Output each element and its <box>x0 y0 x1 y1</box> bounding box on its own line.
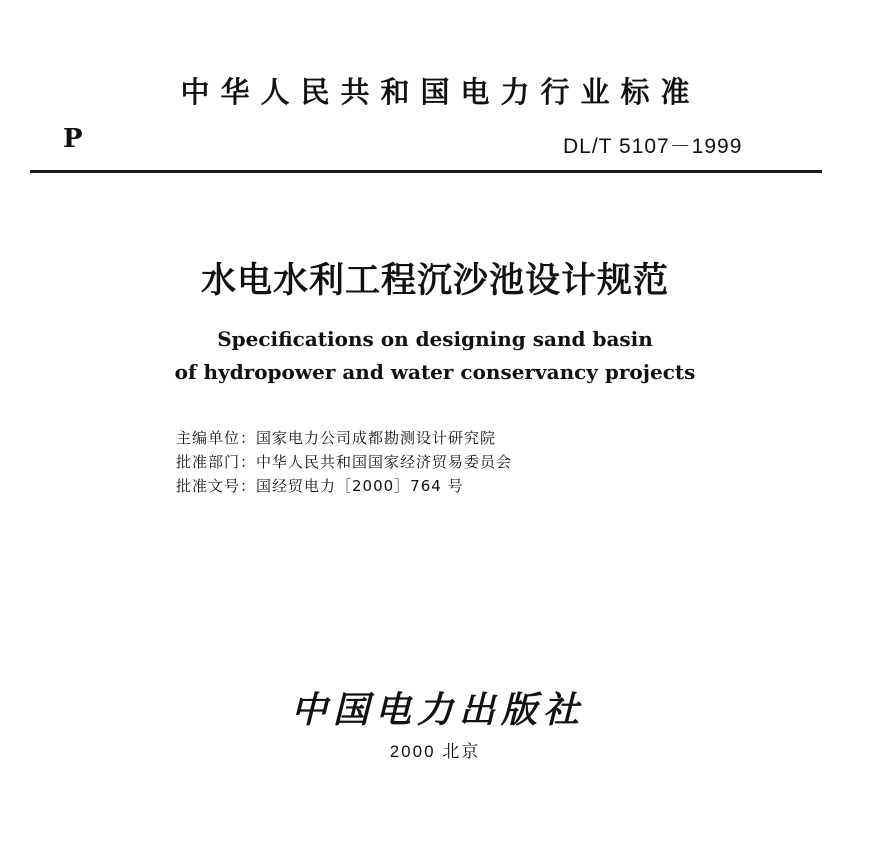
english-title-line-2: of hydropower and water conservancy projects <box>174 360 696 384</box>
approval-document-number: 批准文号：国经贸电力［2000］764 号 <box>176 477 464 495</box>
approval-department: 批准部门：中华人民共和国国家经济贸易委员会 <box>176 453 513 471</box>
editor-unit: 主编单位：国家电力公司成都勘测设计研究院 <box>176 429 497 447</box>
standard-number: DL/T 5107－1999 <box>563 135 743 158</box>
header-divider <box>30 170 822 173</box>
publication-year-place: 2000 北京 <box>389 742 481 761</box>
category-code: P <box>63 124 83 154</box>
english-title-line-1: Specifications on designing sand basin <box>217 327 653 351</box>
publisher-name: 中国电力出版社 <box>290 689 585 731</box>
industry-standard-heading: 中华人民共和国电力行业标准 <box>180 75 701 109</box>
chinese-title: 水电水利工程沉沙池设计规范 <box>200 261 669 301</box>
